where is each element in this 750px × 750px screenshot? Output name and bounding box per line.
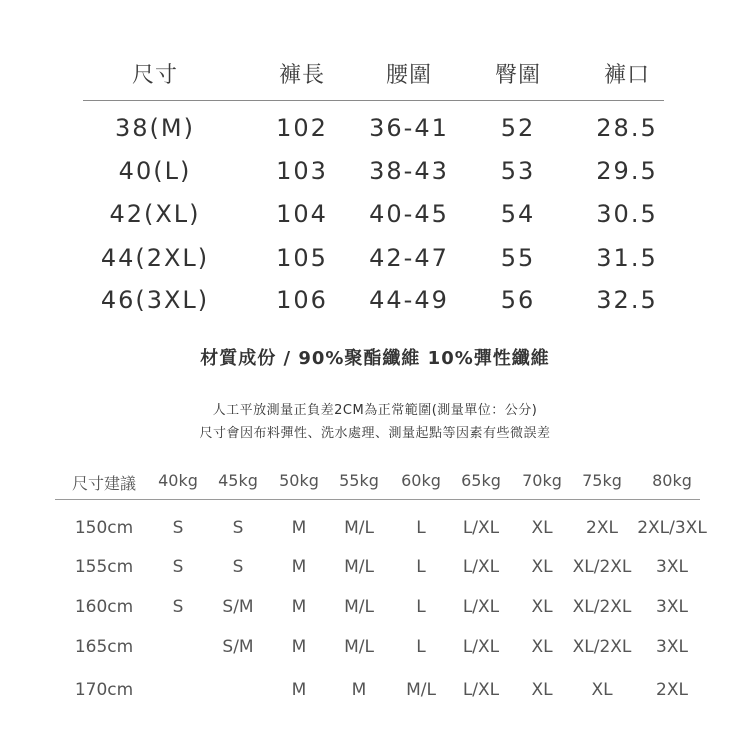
recommended-size: L/XL — [462, 597, 500, 617]
size-table-cell: 40(L) — [118, 157, 192, 185]
recommended-size: L — [416, 637, 426, 657]
header-waist: 腰圍 — [385, 63, 433, 88]
height-label: 165cm — [74, 637, 134, 657]
recommended-size: M — [291, 597, 307, 617]
size-table-cell: 54 — [500, 200, 536, 228]
recommended-size: 3XL — [656, 637, 688, 657]
size-table-cell: 31.5 — [596, 244, 658, 272]
size-table-cell: 102 — [276, 114, 328, 142]
recommended-size: S — [172, 597, 184, 617]
recommended-size: M — [351, 680, 367, 700]
recommended-size: L — [416, 597, 426, 617]
recommended-size: M — [291, 637, 307, 657]
size-table-cell: 52 — [500, 114, 536, 142]
size-table-cell: 38-43 — [369, 157, 449, 185]
size-table-cell: 44-49 — [369, 286, 449, 314]
recommended-size: XL — [531, 518, 553, 538]
recommended-size: M/L — [344, 557, 374, 577]
recommended-size: L/XL — [462, 518, 500, 538]
recommended-size: M — [291, 557, 307, 577]
size-table-cell: 28.5 — [596, 114, 658, 142]
size-table-cell: 55 — [500, 244, 536, 272]
weight-header: 75kg — [582, 471, 622, 490]
size-table-cell: 105 — [276, 244, 328, 272]
height-label: 150cm — [74, 518, 134, 538]
material-composition: 材質成份 / 90%聚酯纖維 10%彈性纖維 — [200, 348, 550, 369]
size-table-cell: 30.5 — [596, 200, 658, 228]
size-table-cell: 104 — [276, 200, 328, 228]
recommended-size: L/XL — [462, 637, 500, 657]
recommended-size: 2XL — [586, 518, 618, 538]
height-label: 170cm — [74, 680, 134, 700]
recommended-size: S/M — [222, 597, 254, 617]
recommended-size: M/L — [344, 518, 374, 538]
header-hem: 褲口 — [603, 63, 651, 88]
size-table-cell: 103 — [276, 157, 328, 185]
weight-header: 70kg — [522, 471, 562, 490]
recommended-size: XL/2XL — [572, 637, 632, 657]
recommended-size: S — [232, 518, 244, 538]
recommended-size: M — [291, 680, 307, 700]
size-table-cell: 32.5 — [596, 286, 658, 314]
recommended-size: XL — [591, 680, 613, 700]
recommended-size: L — [416, 557, 426, 577]
size-table-cell: 42-47 — [369, 244, 449, 272]
recommended-size: L — [416, 518, 426, 538]
recommended-size: S/M — [222, 637, 254, 657]
recommended-size: XL — [531, 680, 553, 700]
weight-header: 80kg — [652, 471, 692, 490]
size-table-cell: 46(3XL) — [100, 286, 210, 314]
size-table-cell: 44(2XL) — [100, 244, 210, 272]
tolerance-note: 尺寸會因布料彈性、洗水處理、測量起點等因素有些微誤差 — [199, 426, 551, 441]
recommended-size: 2XL/3XL — [637, 518, 707, 538]
weight-header: 40kg — [158, 471, 198, 490]
recommended-size: M/L — [406, 680, 436, 700]
size-table-cell: 42(XL) — [109, 200, 201, 228]
height-label: 155cm — [74, 557, 134, 577]
measurement-note: 人工平放測量正負差2CM為正常範圍(測量單位：公分) — [212, 403, 538, 418]
header-size: 尺寸 — [131, 63, 179, 88]
weight-header: 65kg — [461, 471, 501, 490]
header-hip: 臀圍 — [494, 63, 542, 88]
weight-header: 50kg — [279, 471, 319, 490]
recommended-size: 3XL — [656, 597, 688, 617]
size-table-cell: 36-41 — [369, 114, 449, 142]
recommended-size: S — [232, 557, 244, 577]
recommended-size: XL/2XL — [572, 597, 632, 617]
header-length: 褲長 — [278, 63, 326, 88]
size-table-cell: 56 — [500, 286, 536, 314]
recommended-size: XL — [531, 597, 553, 617]
size-table-cell: 29.5 — [596, 157, 658, 185]
weight-header: 55kg — [339, 471, 379, 490]
recommended-size: M/L — [344, 637, 374, 657]
size-table-divider — [83, 100, 664, 101]
recommended-size: M/L — [344, 597, 374, 617]
recommended-size: S — [172, 557, 184, 577]
recommended-size: 2XL — [656, 680, 688, 700]
recommended-size: XL — [531, 637, 553, 657]
recommended-size: L/XL — [462, 557, 500, 577]
height-label: 160cm — [74, 597, 134, 617]
recommended-size: L/XL — [462, 680, 500, 700]
recommended-size: M — [291, 518, 307, 538]
recommended-size: 3XL — [656, 557, 688, 577]
recommendation-header-label: 尺寸建議 — [71, 474, 137, 493]
size-table-cell: 106 — [276, 286, 328, 314]
recommendation-divider — [55, 499, 700, 500]
weight-header: 60kg — [401, 471, 441, 490]
recommended-size: S — [172, 518, 184, 538]
recommended-size: XL/2XL — [572, 557, 632, 577]
weight-header: 45kg — [218, 471, 258, 490]
recommended-size: XL — [531, 557, 553, 577]
size-table-cell: 40-45 — [369, 200, 449, 228]
size-table-cell: 53 — [500, 157, 536, 185]
size-table-cell: 38(M) — [115, 114, 195, 142]
